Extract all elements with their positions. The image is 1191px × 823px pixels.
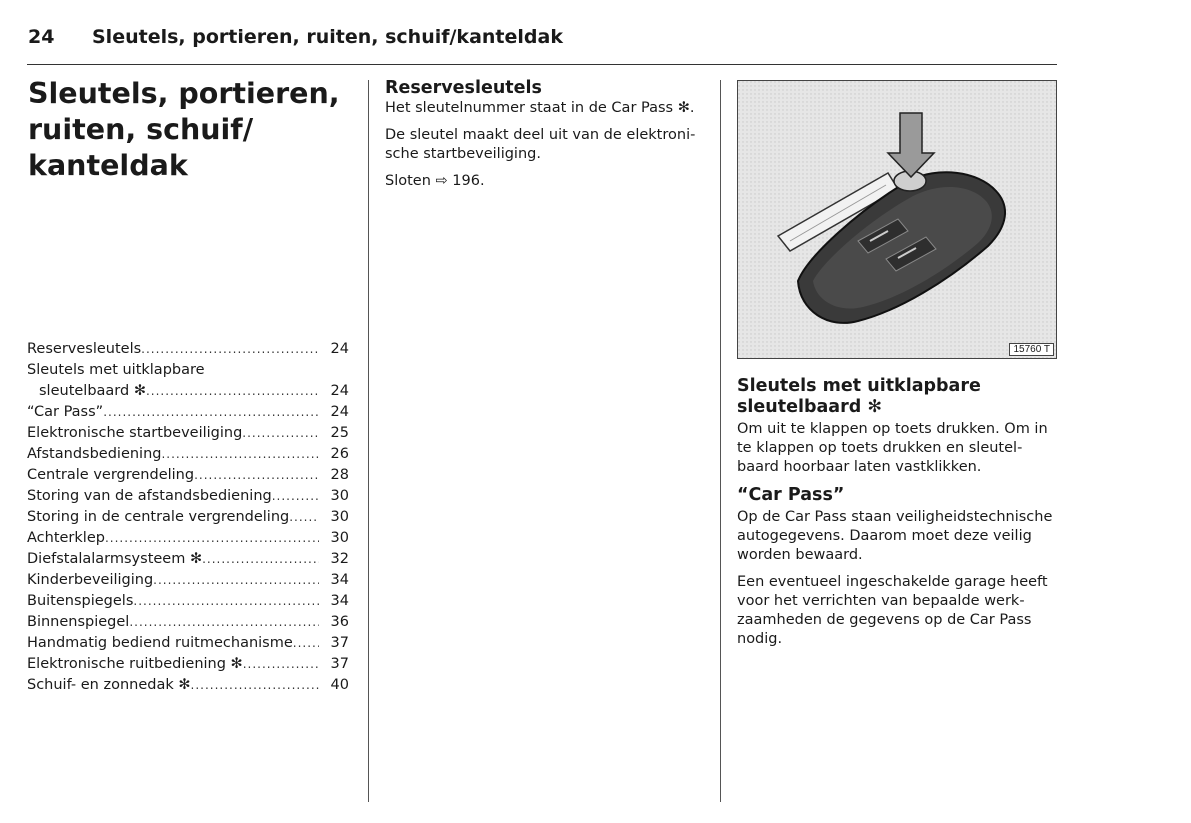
carpass-p2: Een eventueel ingeschakelde garage heeft voor het verrichten van bepaalde werk-zaamheden de gegevens op de Car Pass nodig. bbox=[737, 574, 1048, 647]
right-column bbox=[737, 376, 1059, 657]
toc-entry-page: 24 bbox=[330, 404, 349, 420]
reservesleutels-heading: Reservesleutels bbox=[385, 78, 542, 98]
toc-entry-title: Storing van de afstandsbediening bbox=[27, 488, 272, 504]
toc-entry-title: Kinderbeveiliging bbox=[27, 572, 154, 588]
toc-leader-dots bbox=[242, 423, 319, 444]
toc-entry[interactable] bbox=[27, 444, 349, 465]
toc-entry[interactable] bbox=[27, 654, 349, 675]
toc-entry-title: Buitenspiegels bbox=[27, 593, 134, 609]
toc-entry-title: Schuif- en zonnedak ✻ bbox=[27, 677, 191, 693]
toc-entry-title: Elektronische ruitbediening ✻ bbox=[27, 656, 243, 672]
toc-leader-dots bbox=[293, 633, 319, 654]
toc-entry-page: 36 bbox=[330, 614, 349, 630]
column-divider-2 bbox=[720, 80, 721, 802]
toc-leader-dots bbox=[202, 549, 319, 570]
uitklap-p1: Om uit te klappen op toets drukken. Om in te klappen op toets drukken en sleutel-baard hoorbaar laten vastklikken. bbox=[737, 421, 1048, 475]
uitklap-heading: Sleutels met uitklapbare sleutelbaard ✻ bbox=[737, 376, 981, 417]
toc-leader-dots bbox=[146, 381, 319, 402]
toc-entry[interactable] bbox=[27, 381, 349, 402]
toc-entry-page: 26 bbox=[330, 446, 349, 462]
reservesleutels-p2: De sleutel maakt deel uit van de elektroni-sche startbeveiliging. bbox=[385, 127, 696, 162]
toc-leader-dots bbox=[289, 507, 319, 528]
toc-entry-page: 24 bbox=[330, 383, 349, 399]
toc-leader-dots bbox=[243, 654, 319, 675]
toc-entry-title: Reservesleutels bbox=[27, 341, 142, 357]
reservesleutels-section bbox=[385, 78, 710, 199]
toc-entry-title: Centrale vergrendeling bbox=[27, 467, 195, 483]
toc-leader-dots bbox=[161, 444, 319, 465]
toc-entry[interactable] bbox=[27, 507, 349, 528]
toc-entry-page: 32 bbox=[330, 551, 349, 567]
running-header bbox=[28, 26, 563, 48]
toc-entry[interactable] bbox=[27, 675, 349, 696]
toc-entry[interactable] bbox=[27, 528, 349, 549]
chapter-title: Sleutels, portieren, ruiten, schuif/ kanteldak bbox=[28, 77, 340, 182]
toc-leader-dots bbox=[129, 612, 319, 633]
toc-entry-page: 25 bbox=[330, 425, 349, 441]
toc-leader-dots bbox=[133, 591, 319, 612]
toc-entry-page: 37 bbox=[330, 635, 349, 651]
toc-entry[interactable] bbox=[27, 402, 349, 423]
toc-entry-page: 28 bbox=[330, 467, 349, 483]
toc-entry[interactable] bbox=[27, 486, 349, 507]
toc-entry[interactable] bbox=[27, 570, 349, 591]
toc-entry-title: Elektronische startbeveiliging bbox=[27, 425, 243, 441]
toc-leader-dots bbox=[194, 465, 319, 486]
reservesleutels-p3: Sloten ⇨ 196. bbox=[385, 173, 485, 189]
toc-entry-title: Achterklep bbox=[27, 530, 105, 546]
figure-number: 15760 T bbox=[1009, 343, 1054, 356]
folding-key-illustration bbox=[738, 81, 1056, 358]
toc-entry-page: 30 bbox=[330, 530, 349, 546]
toc-entry[interactable] bbox=[27, 465, 349, 486]
toc-entry-title: Sleutels met uitklapbare bbox=[27, 362, 205, 378]
page-number: 24 bbox=[28, 26, 55, 48]
toc-entry[interactable] bbox=[27, 423, 349, 444]
toc-entry-page: 37 bbox=[330, 656, 349, 672]
toc-entry-title: “Car Pass” bbox=[27, 404, 104, 420]
carpass-p1: Op de Car Pass staan veiligheidstechnische autogegevens. Daarom moet deze veilig worden bewaard. bbox=[737, 509, 1053, 563]
toc-entry-title: Binnenspiegel bbox=[27, 614, 130, 630]
toc-entry-title: Diefstalalarmsysteem ✻ bbox=[27, 551, 203, 567]
toc-entry-page: 34 bbox=[330, 572, 349, 588]
toc-leader-dots bbox=[272, 486, 319, 507]
header-rule bbox=[27, 64, 1057, 65]
reservesleutels-p1: Het sleutelnummer staat in de Car Pass ✻. bbox=[385, 100, 695, 116]
toc-entry-title: Afstandsbediening bbox=[27, 446, 162, 462]
toc-entry-page: 40 bbox=[330, 677, 349, 693]
toc-entry[interactable] bbox=[27, 591, 349, 612]
toc-leader-dots bbox=[191, 675, 320, 696]
toc-leader-dots bbox=[141, 339, 319, 360]
column-divider-1 bbox=[368, 80, 369, 802]
toc-entry[interactable] bbox=[27, 360, 349, 381]
carpass-heading: “Car Pass” bbox=[737, 485, 845, 505]
toc-entry-page: 34 bbox=[330, 593, 349, 609]
toc-entry-page: 30 bbox=[330, 488, 349, 504]
key-figure bbox=[737, 80, 1057, 359]
toc-entry-title: sleutelbaard ✻ bbox=[39, 383, 146, 399]
toc-entry[interactable] bbox=[27, 633, 349, 654]
toc-leader-dots bbox=[103, 402, 319, 423]
toc-entry[interactable] bbox=[27, 612, 349, 633]
toc-entry[interactable] bbox=[27, 549, 349, 570]
toc-entry-title: Handmatig bediend ruitmechanisme bbox=[27, 635, 293, 651]
toc-leader-dots bbox=[105, 528, 319, 549]
toc-entry-page: 30 bbox=[330, 509, 349, 525]
running-title: Sleutels, portieren, ruiten, schuif/kanteldak bbox=[92, 26, 563, 48]
toc-entry-page: 24 bbox=[330, 341, 349, 357]
toc-entry[interactable] bbox=[27, 339, 349, 360]
toc-entry-title: Storing in de centrale vergrendeling bbox=[27, 509, 290, 525]
table-of-contents bbox=[27, 339, 349, 696]
toc-leader-dots bbox=[153, 570, 319, 591]
